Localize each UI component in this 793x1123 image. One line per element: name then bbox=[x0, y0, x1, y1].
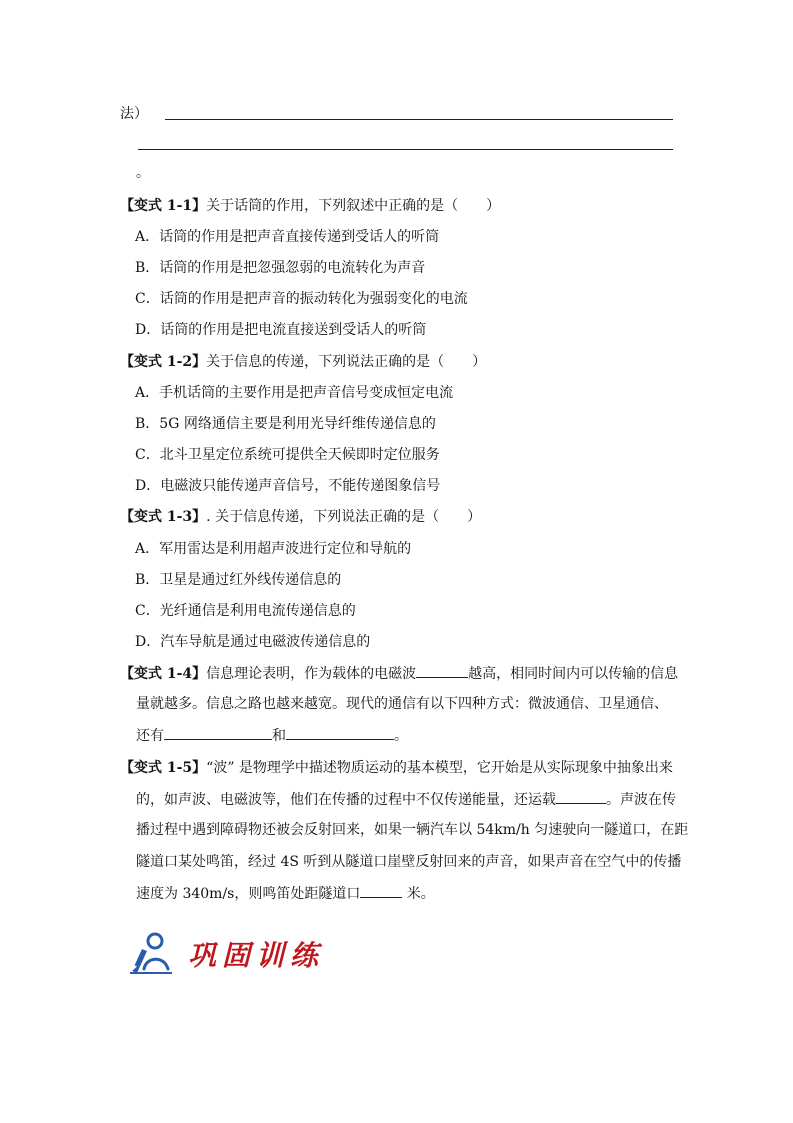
question-label: 【变式 1-5】 bbox=[120, 760, 207, 776]
question-label: 【变式 1-1】 bbox=[120, 198, 207, 214]
question-1-5-line-3: 播过程中遇到障碍物还被会反射回来，如果一辆汽车以 54km/h 匀速驶向一隧道口，在距 bbox=[136, 822, 689, 838]
option-a[interactable]: A．话筒的作用是把声音直接传递到受话人的听筒 bbox=[135, 229, 440, 245]
section-header bbox=[128, 930, 324, 978]
student-writing-icon bbox=[128, 929, 174, 979]
option-a[interactable]: A．军用雷达是利用超声波进行定位和导航的 bbox=[135, 541, 412, 557]
question-1-5-line-2 bbox=[136, 789, 676, 810]
question-1-2-stem bbox=[120, 352, 680, 372]
question-1-5-line-4: 隧道口某处鸣笛，经过 4S 听到从隧道口崖壁反射回来的声音，如果声音在空气中的传播 bbox=[136, 854, 682, 870]
question-text: 和 bbox=[272, 728, 286, 744]
answer-blank-line-1[interactable] bbox=[165, 119, 673, 120]
intro-line bbox=[120, 104, 680, 124]
section-title: 巩固训练 bbox=[188, 939, 325, 972]
question-text: 信息理论表明，作为载体的电磁波 bbox=[206, 666, 417, 682]
question-text: 还有 bbox=[136, 728, 164, 744]
option-a[interactable]: A．手机话筒的主要作用是把声音信号变成恒定电流 bbox=[135, 385, 454, 401]
fill-blank-information[interactable] bbox=[556, 789, 606, 804]
option-b[interactable]: B．5G 网络通信主要是利用光导纤维传递信息的 bbox=[135, 416, 436, 432]
question-1-4-line-2: 量就越多。信息之路也越来越宽。现代的通信有以下四种方式：微波通信、卫星通信、 bbox=[136, 696, 668, 712]
question-1-4-line-1 bbox=[120, 663, 680, 684]
question-text: 越高，相同时间内可以传输的信息 bbox=[468, 666, 679, 682]
fill-blank-frequency[interactable] bbox=[416, 663, 468, 678]
option-b[interactable]: B．卫星是通过红外线传递信息的 bbox=[135, 572, 342, 588]
option-d[interactable]: D．话筒的作用是把电流直接送到受话人的听筒 bbox=[135, 322, 427, 338]
option-c[interactable]: C．话筒的作用是把声音的振动转化为强弱变化的电流 bbox=[135, 291, 468, 307]
question-text: 关于信息的传递，下列说法正确的是（ ） bbox=[206, 354, 487, 370]
question-text: . 关于信息传递，下列说法正确的是（ ） bbox=[206, 509, 482, 525]
option-c[interactable]: C．光纤通信是利用电流传递信息的 bbox=[135, 603, 356, 619]
answer-blank-line-2[interactable] bbox=[138, 149, 673, 150]
question-label: 【变式 1-2】 bbox=[120, 354, 207, 370]
question-text: 。 bbox=[394, 728, 408, 744]
question-text: 速度为 340m/s，则鸣笛处距隧道口 bbox=[136, 886, 361, 902]
option-c[interactable]: C．北斗卫星定位系统可提供全天候即时定位服务 bbox=[135, 447, 440, 463]
question-label: 【变式 1-4】 bbox=[120, 666, 207, 682]
question-1-4-line-3 bbox=[136, 725, 408, 746]
question-label: 【变式 1-3】 bbox=[120, 509, 207, 525]
question-1-5-line-5 bbox=[136, 883, 435, 904]
question-1-1-stem bbox=[120, 196, 680, 216]
question-1-5-line-1 bbox=[120, 758, 680, 778]
question-1-3-stem bbox=[120, 507, 680, 527]
option-b[interactable]: B．话筒的作用是把忽强忽弱的电流转化为声音 bbox=[135, 260, 426, 276]
question-text: 关于话筒的作用，下列叙述中正确的是（ ） bbox=[206, 198, 501, 214]
question-text: 。声波在传 bbox=[606, 792, 676, 808]
question-text: 的，如声波、电磁波等，他们在传播的过程中不仅传递能量，还运载 bbox=[136, 792, 556, 808]
fill-blank-method-1[interactable] bbox=[164, 725, 272, 740]
intro-period: 。 bbox=[136, 165, 150, 181]
fill-blank-distance[interactable] bbox=[360, 883, 402, 898]
question-text: “波” 是物理学中描述物质运动的基本模型，它开始是从实际现象中抽象出来 bbox=[206, 760, 673, 776]
option-d[interactable]: D．汽车导航是通过电磁波传递信息的 bbox=[135, 634, 371, 650]
fill-blank-method-2[interactable] bbox=[286, 725, 394, 740]
option-d[interactable]: D．电磁波只能传递声音信号，不能传递图象信号 bbox=[135, 478, 441, 494]
question-text: 米。 bbox=[402, 886, 435, 902]
intro-fa-text: 法） bbox=[120, 106, 148, 122]
